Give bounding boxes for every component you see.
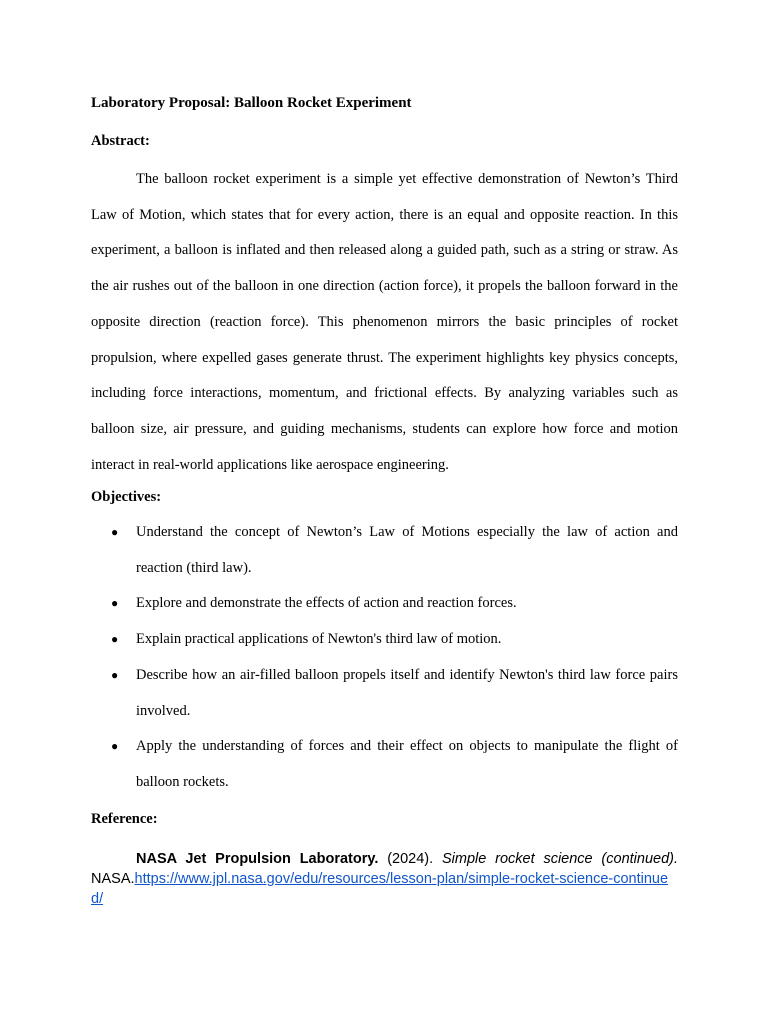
bullet-icon: ● [111, 596, 119, 611]
objective-text: Apply the understanding of forces and their effect on objects to manipulate the flight of balloon rockets. [136, 738, 678, 790]
objective-text: Explain practical applications of Newton's third law of motion. [136, 631, 502, 648]
objective-item [91, 586, 678, 622]
reference-publisher: NASA. [91, 871, 135, 887]
bullet-icon: ● [111, 525, 119, 539]
objective-text: Understand the concept of Newton’s Law of Motions especially the law of action and reaction (third law). [136, 524, 678, 576]
bullet-icon: ● [111, 739, 119, 754]
reference-title: Simple rocket science (continued). [441, 851, 678, 867]
bullet-icon: ● [111, 667, 119, 682]
abstract-paragraph: The balloon rocket experiment is a simple yet effective demonstration of Newton’s Third Law of Motion, which states that for every action, there is an equal and opposite reaction. In this experiment, a balloon is inflated and then released along a guided path, such as a string or straw. As the air rushes out of the balloon in one direction (action force), it propels the balloon forward in the opposite direction (reaction force). This phenomenon mirrors the basic principles of rocket propulsion, where expelled gases generate thrust. The experiment highlights key physics concepts, including force interactions, momentum, and frictional effects. By analyzing variables such as balloon size, air pressure, and guiding mechanisms, students can explore how force and motion interact in real-world applications like aerospace engineering. [91, 171, 678, 473]
objective-item [91, 622, 678, 658]
objective-text: Explore and demonstrate the effects of action and reaction forces. [136, 595, 517, 612]
objective-text: Describe how an air-filled balloon propels itself and identify Newton's third law force pairs involved. [136, 666, 678, 719]
reference-heading: Reference: [91, 811, 158, 827]
objectives-heading: Objectives: [91, 489, 162, 505]
objective-item [91, 658, 678, 729]
objective-item [91, 729, 678, 800]
reference-year: (2024). [378, 851, 442, 867]
reference-url-link[interactable]: https://www.jpl.nasa.gov/edu/resources/lesson-plan/simple-rocket-science-continued/ [91, 871, 669, 907]
reference-entry [91, 849, 678, 909]
document-title: Laboratory Proposal: Balloon Rocket Experiment [91, 95, 412, 111]
objective-item [91, 515, 678, 586]
objectives-list [91, 515, 678, 801]
reference-author: NASA Jet Propulsion Laboratory. [136, 851, 379, 867]
abstract-heading: Abstract: [91, 133, 150, 149]
bullet-icon: ● [111, 632, 119, 647]
